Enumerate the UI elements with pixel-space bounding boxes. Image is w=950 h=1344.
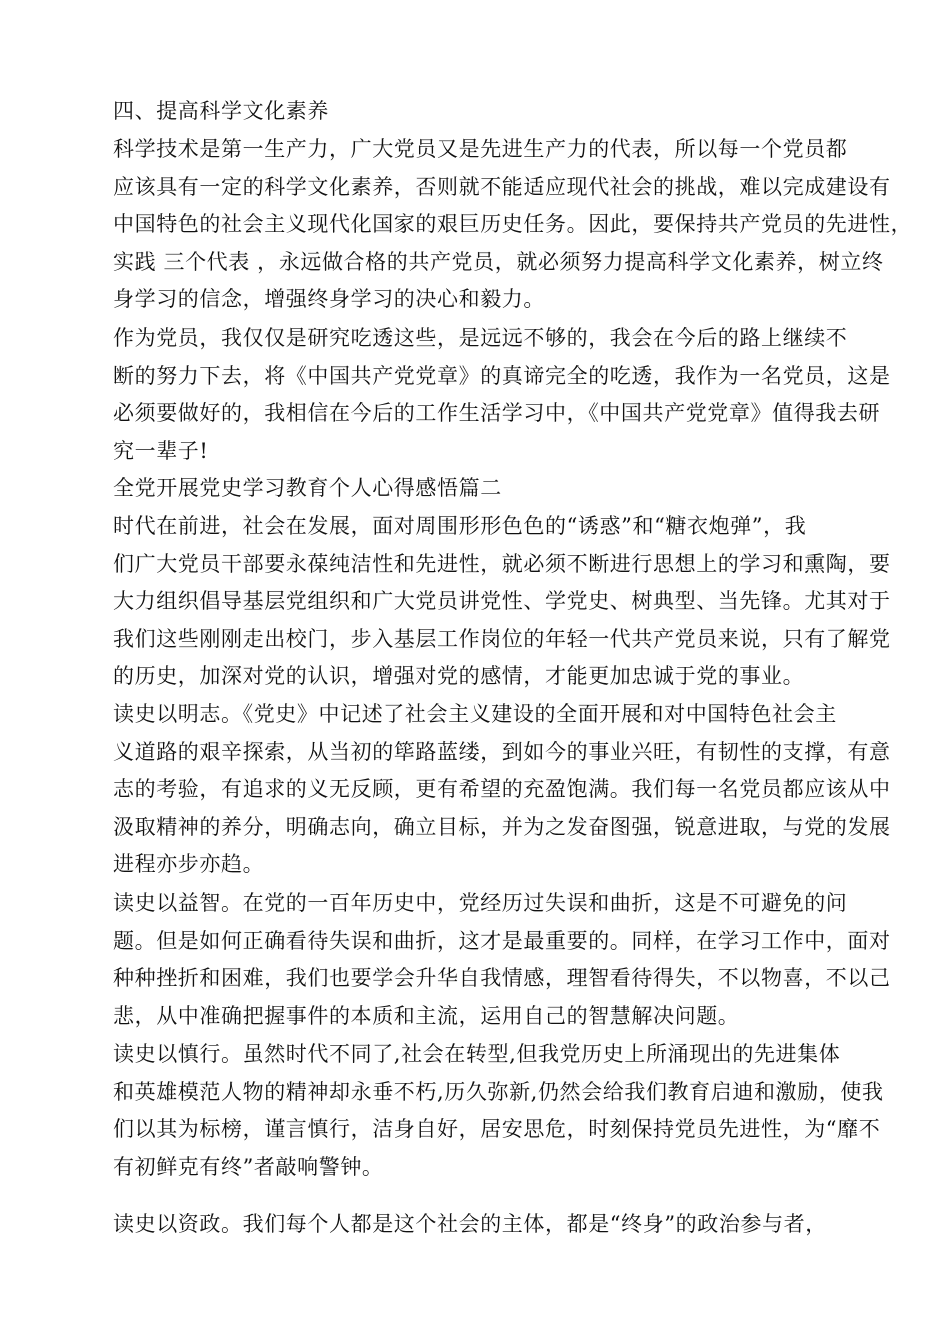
text-line: 必须要做好的，我相信在今后的工作生活学习中，《中国共产党党章》值得我去研 <box>113 401 881 426</box>
text-line: 中国特色的社会主义现代化国家的艰巨历史任务。因此，要保持共产党员的先进性， <box>113 212 913 237</box>
paragraph <box>71 131 913 319</box>
text-line: 志的考验，有追求的义无反顾，更有希望的充盈饱满。我们每一名党员都应该从中 <box>113 777 891 802</box>
text-line: 读史以明志。《党史》中记述了社会主义建设的全面开展和对中国特色社会主 <box>113 702 837 726</box>
text-line: 们广大党员干部要永葆纯洁性和先进性，就必须不断进行思想上的学习和熏陶，要 <box>113 551 891 576</box>
paragraph <box>71 696 891 884</box>
text-line: 四、提高科学文化素养 <box>113 99 329 123</box>
text-line: 全党开展党史学习教育个人心得感悟篇二 <box>113 476 502 500</box>
text-line: 断的努力下去，将《中国共产党党章》的真谛完全的吃透，我作为一名党员，这是 <box>113 363 891 388</box>
paragraph <box>71 320 891 470</box>
text-line: 义道路的艰辛探索，从当初的筚路蓝缕，到如今的事业兴旺，有韧性的支撑，有意 <box>113 739 891 764</box>
text-line: 究一辈子! <box>113 438 209 463</box>
text-line: 时代在前进，社会在发展，面对周围形形色色的“诱惑”和“糖衣炮弹”，我 <box>113 514 807 538</box>
text-line: 大力组织倡导基层党组织和广大党员讲党性、学党史、树典型、当先锋。尤其对于 <box>113 589 891 614</box>
text-line: 和英雄模范人物的精神却永垂不朽,历久弥新,仍然会给我们教育启迪和激励，使我 <box>113 1079 884 1104</box>
text-line: 读史以益智。在党的一百年历史中，党经历过失误和曲折，这是不可避免的问 <box>113 891 848 915</box>
text-line: 汲取精神的养分，明确志向，确立目标，并为之发奋图强，锐意进取，与党的发展 <box>113 814 891 839</box>
text-line: 读史以慎行。虽然时代不同了,社会在转型,但我党历史上所涌现出的先进集体 <box>113 1042 841 1066</box>
text-line: 科学技术是第一生产力，广大党员又是先进生产力的代表，所以每一个党员都 <box>113 137 848 161</box>
text-line: 应该具有一定的科学文化素养，否则就不能适应现代社会的挑战，难以完成建设有 <box>113 174 891 199</box>
text-line: 的历史，加深对党的认识，增强对党的感情，才能更加忠诚于党的事业。 <box>113 664 805 689</box>
paragraph <box>71 885 891 1035</box>
text-line: 们以其为标榜，谨言慎行，洁身自好，居安思危，时刻保持党员先进性，为“靡不 <box>113 1117 881 1142</box>
text-line: 进程亦步亦趋。 <box>113 852 265 877</box>
text-line: 悲，从中准确把握事件的本质和主流，运用自己的智慧解决问题。 <box>113 1003 740 1028</box>
paragraph <box>71 1206 887 1244</box>
text-line: 有初鲜克有终”者敲响警钟。 <box>113 1154 384 1179</box>
text-line: 种种挫折和困难，我们也要学会升华自我情感，理智看待得失，不以物喜，不以己 <box>113 966 891 991</box>
text-line: 身学习的信念，增强终身学习的决心和毅力。 <box>113 287 545 312</box>
text-line: 我们这些刚刚走出校门，步入基层工作岗位的年轻一代共产党员来说，只有了解党 <box>113 626 891 651</box>
paragraph <box>71 508 891 696</box>
paragraph <box>71 1036 887 1186</box>
section-heading <box>71 93 887 131</box>
text-line: 实践 三个代表 ，永远做合格的共产党员，就必须努力提高科学文化素养，树立终 <box>113 249 884 274</box>
text-line: 作为党员，我仅仅是研究吃透这些，是远远不够的，我会在今后的路上继续不 <box>113 326 848 350</box>
text-line: 读史以资政。我们每个人都是这个社会的主体，都是“终身”的政治参与者， <box>113 1212 827 1236</box>
text-line: 题。但是如何正确看待失误和曲折，这才是最重要的。同样，在学习工作中，面对 <box>113 928 891 953</box>
article-title <box>71 470 887 508</box>
